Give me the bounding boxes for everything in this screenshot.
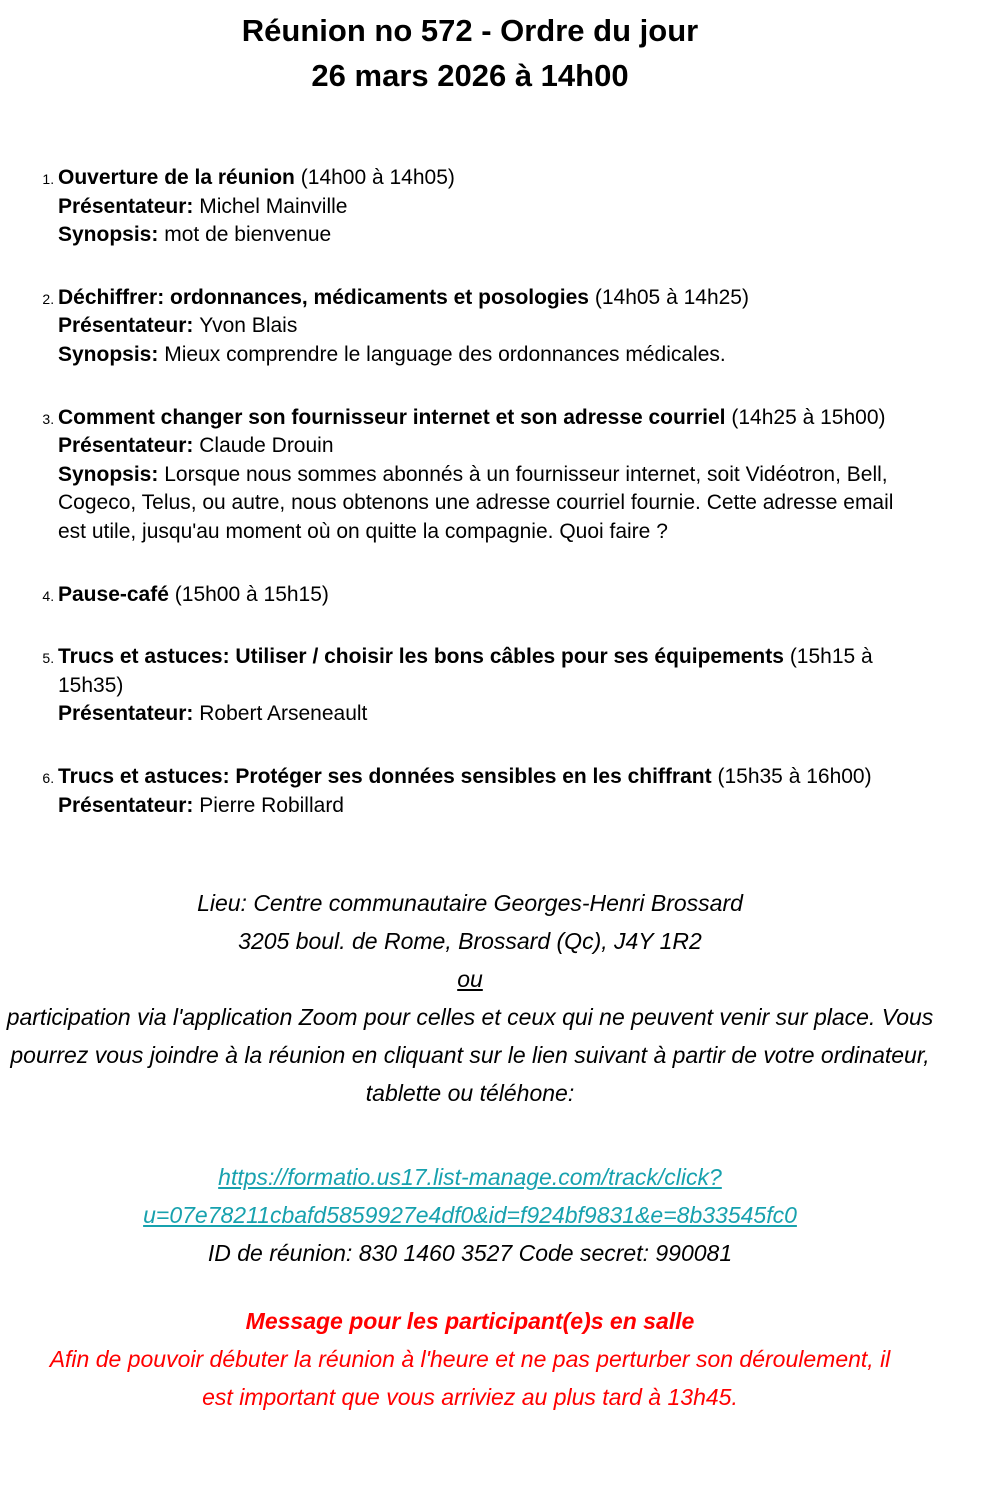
page-title	[0, 8, 940, 98]
zoom-participation-text: participation via l'application Zoom pour celles et ceux qui ne peuvent venir sur place. Vous pourrez vous joindre à la réunion en cliquant sur le lien suivant à partir de votre ordinateur, tablette ou téléhone:	[6, 1004, 934, 1107]
agenda-item-1	[58, 164, 920, 250]
item-time: (14h25 à 15h00)	[731, 405, 886, 429]
presenter-name: Robert Arseneault	[199, 702, 368, 726]
agenda-item-4	[58, 581, 920, 610]
presenter-label: Présentateur:	[58, 434, 194, 458]
location-section	[0, 884, 940, 1112]
item-title-line	[58, 404, 920, 433]
presenter-name: Pierre Robillard	[199, 793, 344, 817]
presenter-label: Présentateur:	[58, 314, 194, 338]
presenter-line	[58, 432, 920, 461]
agenda-list	[0, 164, 920, 820]
agenda-item-3	[58, 404, 920, 547]
synopsis-text: mot de bienvenue	[164, 223, 332, 247]
meeting-id-line: ID de réunion: 830 1460 3527 Code secret: 990081	[207, 1240, 733, 1267]
presenter-line	[58, 312, 920, 341]
synopsis-line	[58, 221, 920, 250]
item-title: Déchiffrer: ordonnances, médicaments et posologies	[58, 285, 589, 309]
synopsis-label: Synopsis:	[58, 462, 159, 486]
item-title: Trucs et astuces: Protéger ses données sensibles en les chiffrant	[58, 764, 712, 788]
synopsis-label: Synopsis:	[58, 223, 159, 247]
agenda-item-6	[58, 763, 920, 820]
presenter-label: Présentateur:	[58, 194, 194, 218]
item-title: Ouverture de la réunion	[58, 166, 295, 189]
item-title-line	[58, 643, 920, 700]
presenter-label: Présentateur:	[58, 793, 194, 817]
message-body: Afin de pouvoir débuter la réunion à l'heure et ne pas perturber son déroulement, il est important que vous arriviez au plus tard à 13h45.	[49, 1346, 891, 1411]
presenter-name: Yvon Blais	[199, 314, 298, 338]
title-line-2: 26 mars 2026 à 14h00	[311, 58, 629, 93]
presenter-name: Claude Drouin	[199, 434, 334, 458]
title-line-1: Réunion no 572 - Ordre du jour	[241, 13, 699, 48]
synopsis-text: Mieux comprendre le language des ordonnances médicales.	[164, 342, 726, 366]
synopsis-label: Synopsis:	[58, 342, 159, 366]
agenda-item-5	[58, 643, 920, 729]
item-time: (14h00 à 14h05)	[300, 166, 455, 189]
item-title-line	[58, 284, 920, 313]
presenter-line	[58, 193, 920, 222]
item-time: (15h35 à 16h00)	[717, 764, 872, 788]
link-section	[0, 1158, 940, 1272]
agenda-item-2	[58, 284, 920, 370]
meeting-link-line-2[interactable]: u=07e78211cbafd5859927e4df0&id=f924bf9831&e=8b33545fc0	[143, 1202, 797, 1229]
presenter-name: Michel Mainville	[199, 194, 348, 218]
item-time: (14h05 à 14h25)	[594, 285, 749, 309]
item-title: Pause-café	[58, 582, 169, 606]
presenter-line	[58, 792, 920, 821]
item-title: Trucs et astuces: Utiliser / choisir les bons câbles pour ses équipements	[58, 645, 784, 669]
or-separator: ou	[457, 966, 483, 993]
synopsis-line	[58, 341, 920, 370]
synopsis-line	[58, 461, 920, 547]
item-title-line	[58, 164, 920, 193]
item-title-line	[58, 581, 920, 610]
item-title-line	[58, 763, 920, 792]
item-title: Comment changer son fournisseur internet et son adresse courriel	[58, 405, 726, 429]
item-time: (15h15 à 15h35)	[58, 645, 873, 697]
item-time: (15h00 à 15h15)	[174, 582, 329, 606]
presenter-line	[58, 700, 920, 729]
presenter-label: Présentateur:	[58, 702, 194, 726]
synopsis-text: Lorsque nous sommes abonnés à un fournisseur internet, soit Vidéotron, Bell, Cogeco, Telus, ou autre, nous obtenons une adresse courriel fournie. Cette adresse email est utile, jusqu'au moment où on quitte la compagnie. Quoi faire ?	[58, 462, 894, 543]
message-section	[0, 1302, 940, 1416]
location-line-1: Lieu: Centre communautaire Georges-Henri Brossard	[197, 890, 743, 917]
meeting-link[interactable]	[0, 1158, 940, 1234]
location-line-2: 3205 boul. de Rome, Brossard (Qc), J4Y 1R2	[238, 928, 702, 955]
meeting-link-line-1[interactable]: https://formatio.us17.list-manage.com/track/click?	[218, 1164, 722, 1191]
message-title: Message pour les participant(e)s en salle	[245, 1308, 695, 1335]
